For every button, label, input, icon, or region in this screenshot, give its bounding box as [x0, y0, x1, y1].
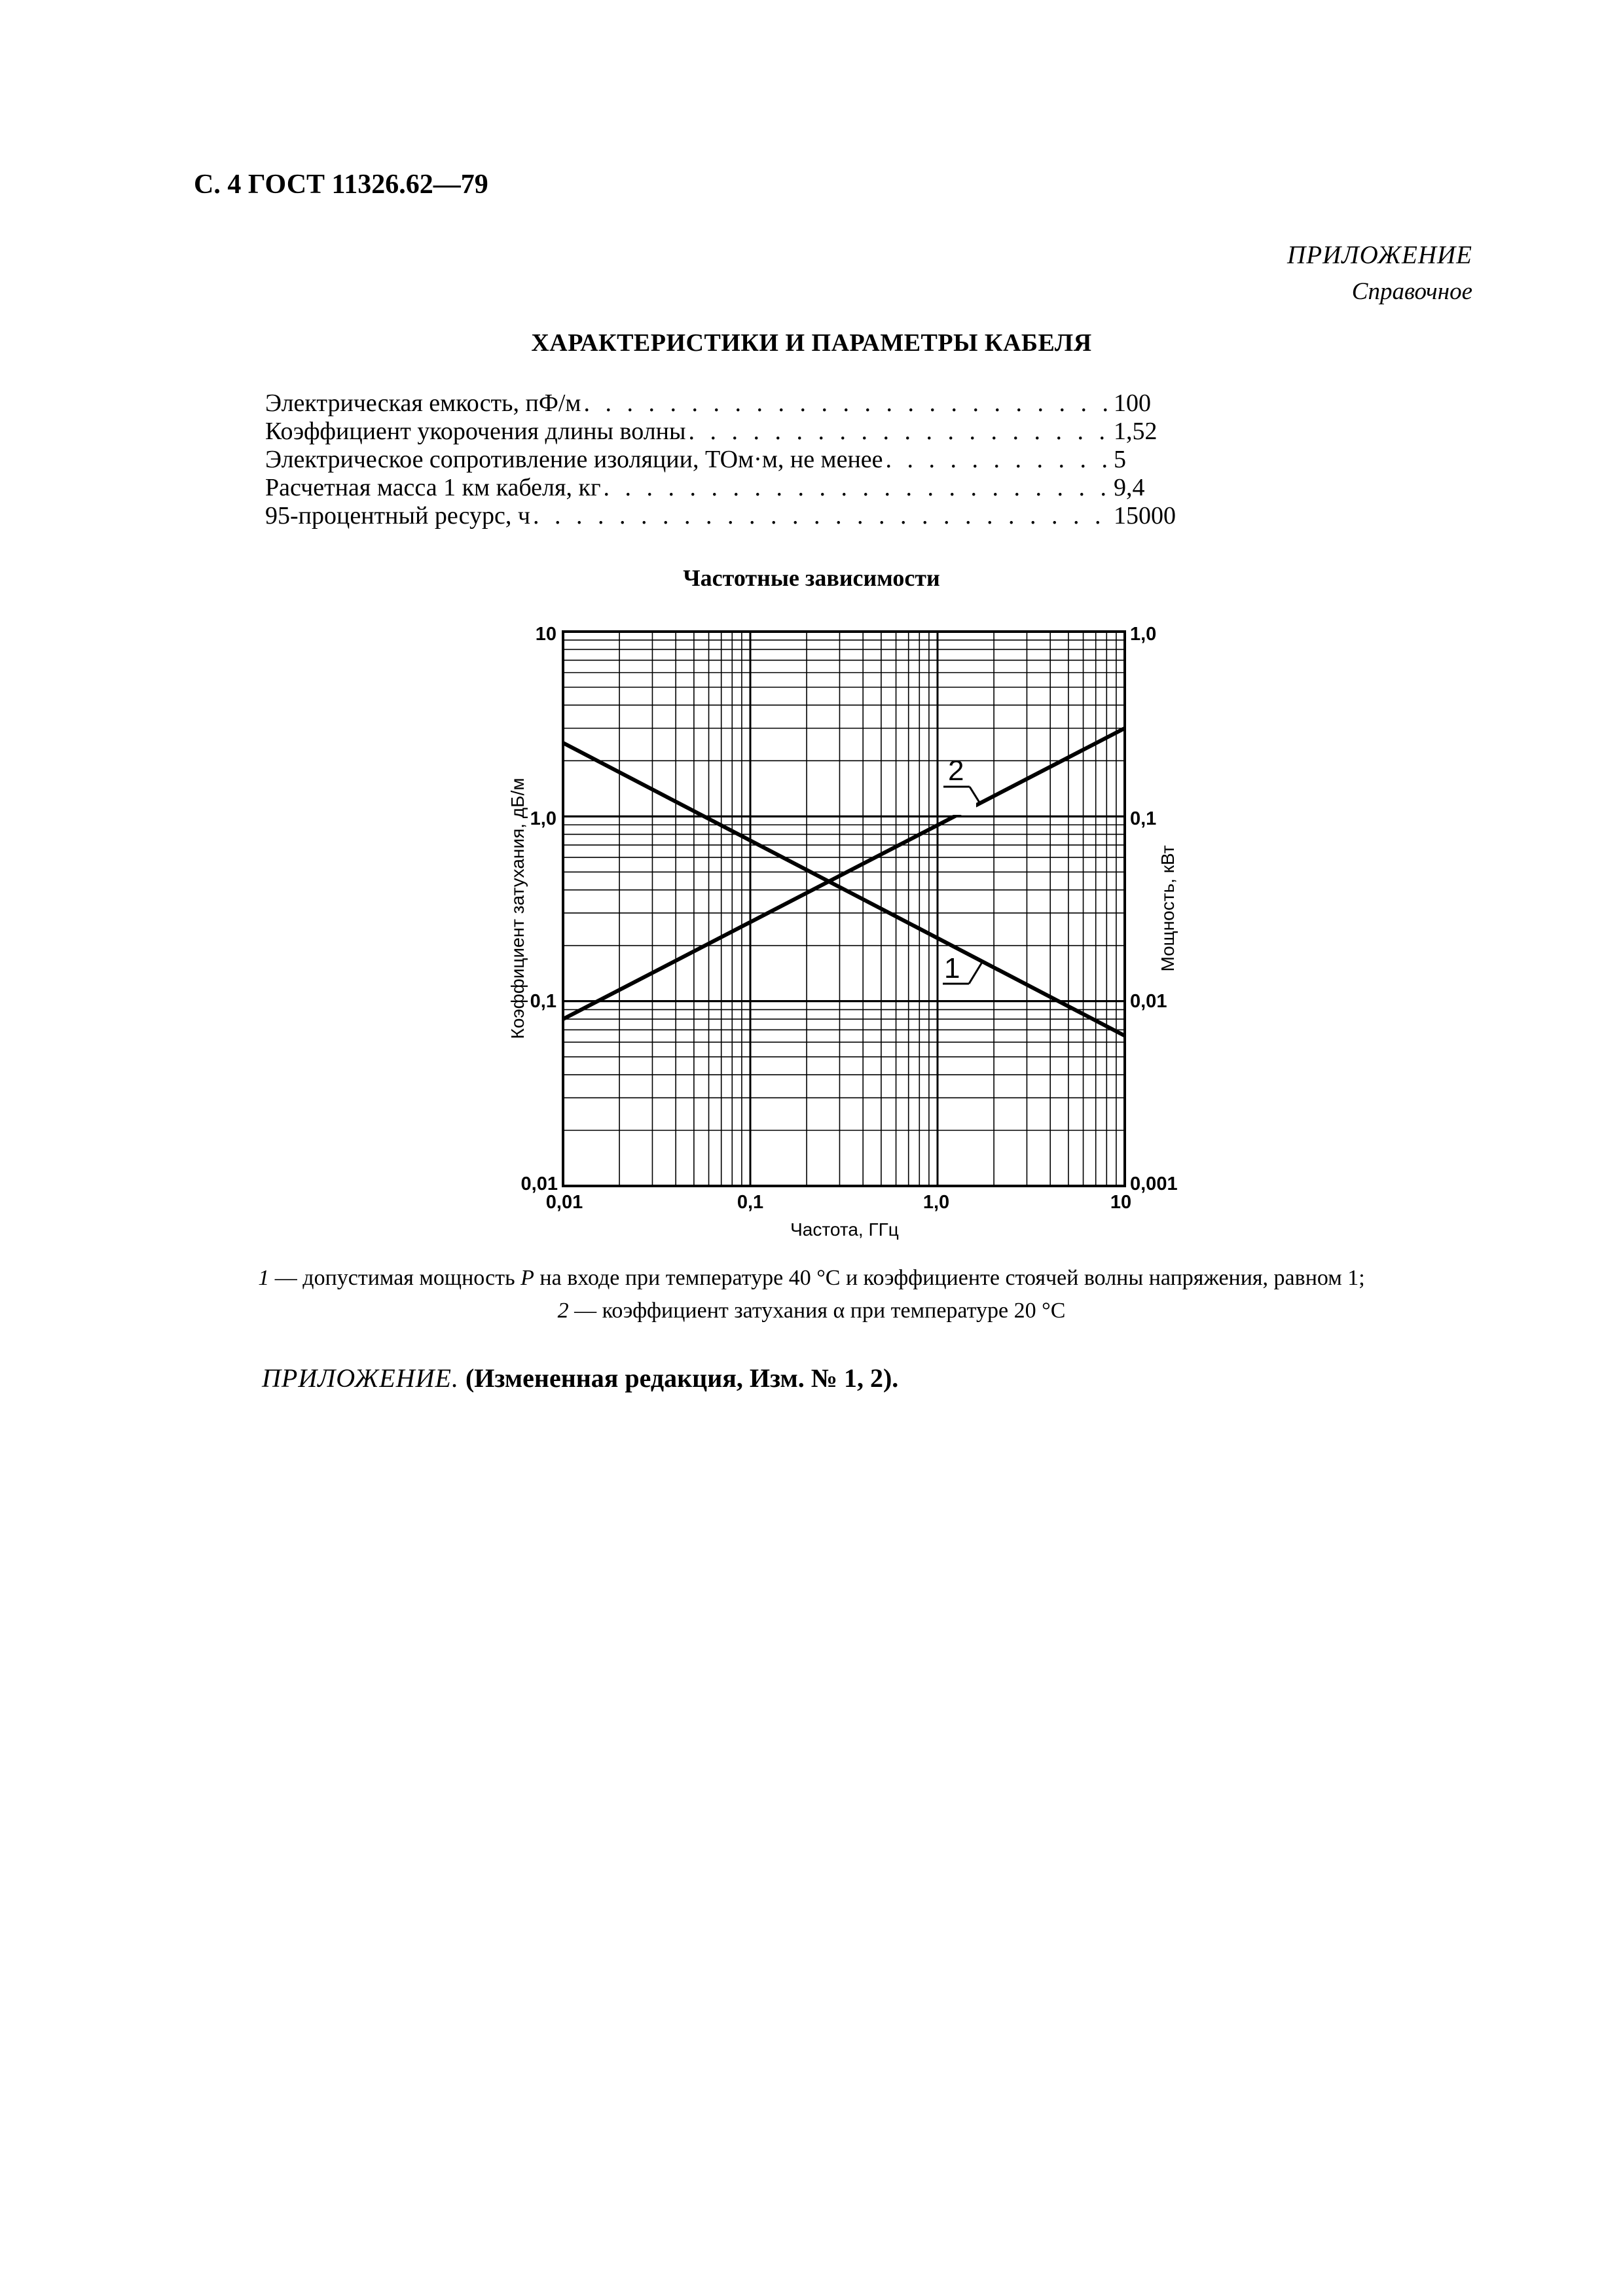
y-right-tick: 0,1 — [1130, 808, 1157, 829]
chart-caption — [0, 1262, 1623, 1327]
section-title: ХАРАКТЕРИСТИКИ И ПАРАМЕТРЫ КАБЕЛЯ — [531, 329, 1092, 357]
revision-text: (Измененная редакция, Изм. № 1, 2). — [458, 1363, 899, 1393]
caption-line-1 — [0, 1262, 1623, 1295]
appendix-title: ПРИЛОЖЕНИЕ — [1287, 241, 1472, 269]
x-tick: 0,1 — [737, 1192, 764, 1213]
caption-text: на входе при температуре 40 °С и коэффициенте стоячей волны напряжения, равном 1; — [534, 1266, 1365, 1290]
param-value: 100 — [1114, 389, 1151, 417]
page-header: С. 4 ГОСТ 11326.62—79 — [194, 170, 488, 200]
caption-num: 2 — [557, 1299, 569, 1323]
x-tick: 0,01 — [545, 1192, 583, 1213]
caption-var: Р — [520, 1266, 534, 1290]
param-value: 9,4 — [1114, 474, 1145, 501]
y-right-axis-label: Мощность, кВт — [1158, 845, 1178, 972]
param-value: 1,52 — [1114, 418, 1158, 445]
caption-text: — допустимая мощность — [269, 1266, 521, 1290]
x-axis-label: Частота, ГГц — [790, 1219, 899, 1240]
revision-note — [262, 1363, 898, 1393]
y-right-tick: 0,01 — [1130, 991, 1167, 1012]
y-left-tick: 10 — [535, 624, 556, 645]
curve-label-2 — [943, 755, 979, 815]
curve-label-2-text: 2 — [948, 755, 964, 787]
caption-line-2 — [0, 1295, 1623, 1327]
y-right-tick: 1,0 — [1130, 624, 1157, 645]
param-name: Расчетная масса 1 км кабеля, кг — [265, 474, 601, 501]
param-name: 95-процентный ресурс, ч — [265, 502, 530, 529]
y-left-tick: 0,1 — [530, 991, 556, 1012]
chart-grid — [563, 632, 1125, 1186]
appendix-kind: Справочное — [1351, 278, 1472, 305]
curve-label-1-text: 1 — [944, 952, 960, 984]
y-left-tick: 1,0 — [530, 808, 556, 829]
revision-label: ПРИЛОЖЕНИЕ. — [262, 1363, 459, 1393]
param-name: Коэффициент укорочения длины волны — [265, 418, 686, 445]
caption-text: — коэффициент затухания α при температуре 20 °С — [568, 1299, 1066, 1323]
x-tick: 1,0 — [922, 1192, 950, 1213]
series-line-2 — [563, 728, 1125, 1019]
param-name: Электрическое сопротивление изоляции, ТОм·м, не менее — [265, 446, 883, 473]
param-value: 15000 — [1114, 502, 1176, 529]
plot-frame — [563, 632, 1125, 1186]
curve-label-1-leader — [969, 960, 983, 984]
y-right-tick: 0,001 — [1130, 1174, 1178, 1194]
caption-num: 1 — [258, 1266, 270, 1290]
x-tick: 10 — [1110, 1192, 1132, 1213]
y-left-tick: 0,01 — [520, 1174, 558, 1194]
param-value: 5 — [1114, 446, 1126, 473]
chart-title: Частотные зависимости — [683, 565, 940, 591]
y-left-axis-label: Коэффициент затухания, дБ/м — [507, 778, 528, 1039]
param-name: Электрическая емкость, пФ/м — [265, 389, 581, 417]
chart-curves — [563, 728, 1125, 1036]
series-line-1 — [563, 743, 1125, 1036]
